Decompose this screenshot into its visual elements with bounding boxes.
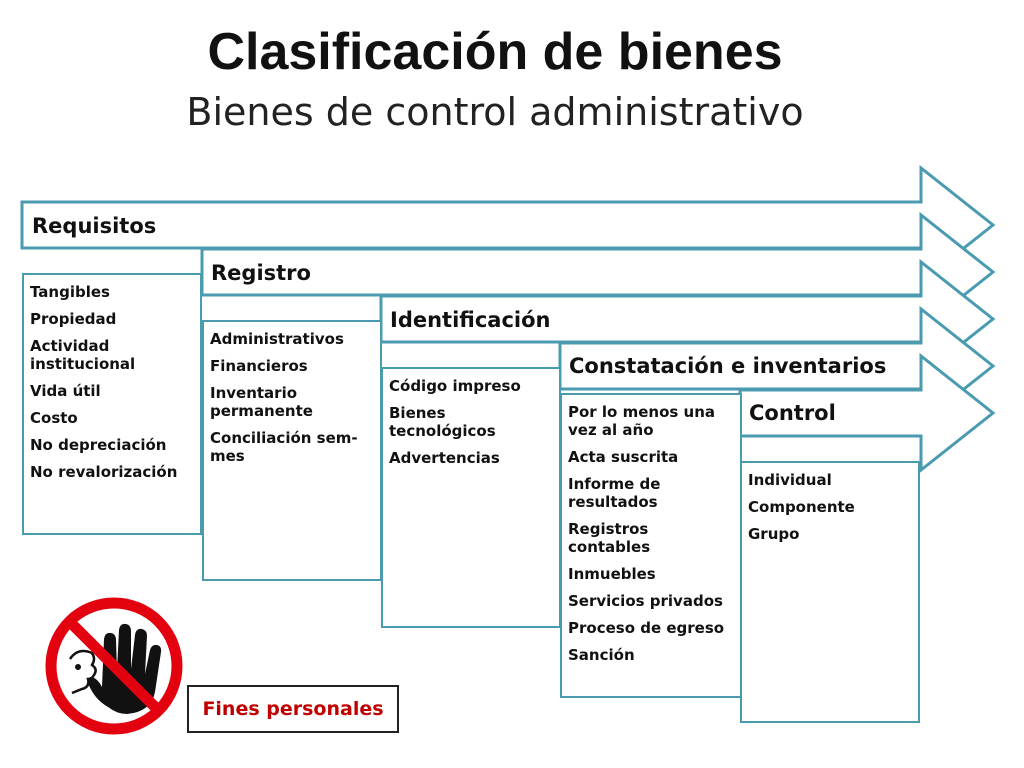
list-item: Acta suscrita <box>568 448 679 466</box>
requisitos-list <box>22 273 202 535</box>
list-item: Bienes tecnológicos <box>389 404 496 440</box>
list-item: Propiedad <box>30 310 117 328</box>
list-item: Sanción <box>568 646 635 664</box>
stage-label-requisitos: Requisitos <box>32 214 157 238</box>
stage-label-control: Control <box>749 401 836 425</box>
list-item: Individual <box>748 471 832 489</box>
list-item: Vida útil <box>30 382 101 400</box>
stage-label-registro: Registro <box>211 261 311 285</box>
list-item: Servicios privados <box>568 592 723 610</box>
fines-personales-box: Fines personales <box>187 685 399 733</box>
list-item: Inventario permanente <box>210 384 313 420</box>
page-title: Clasificación de bienes <box>207 23 783 81</box>
list-item: No revalorización <box>30 463 178 481</box>
list-item: Administrativos <box>210 330 344 348</box>
list-item: Actividad institucional <box>30 337 136 373</box>
list-item: Conciliación sem-mes <box>210 429 358 465</box>
list-item: Inmuebles <box>568 565 656 583</box>
control-list <box>740 461 920 723</box>
registro-list <box>202 320 382 581</box>
list-item: Registros contables <box>568 520 651 556</box>
list-item: Informe de resultados <box>568 475 661 511</box>
list-item: No depreciación <box>30 436 167 454</box>
stage-label-constatacion: Constatación e inventarios <box>569 354 887 378</box>
list-item: Tangibles <box>30 283 110 301</box>
stage-label-identificacion: Identificación <box>390 308 551 332</box>
page-subtitle: Bienes de control administrativo <box>186 90 804 134</box>
identificacion-list <box>381 367 561 628</box>
list-item: Proceso de egreso <box>568 619 725 637</box>
list-item: Código impreso <box>389 377 521 395</box>
stop-hand-icon <box>40 597 188 735</box>
list-item: Advertencias <box>389 449 500 467</box>
constatacion-list <box>560 393 742 698</box>
list-item: Grupo <box>748 525 800 543</box>
list-item: Por lo menos una vez al año <box>568 403 716 439</box>
list-item: Financieros <box>210 357 308 375</box>
list-item: Costo <box>30 409 78 427</box>
list-item: Componente <box>748 498 855 516</box>
